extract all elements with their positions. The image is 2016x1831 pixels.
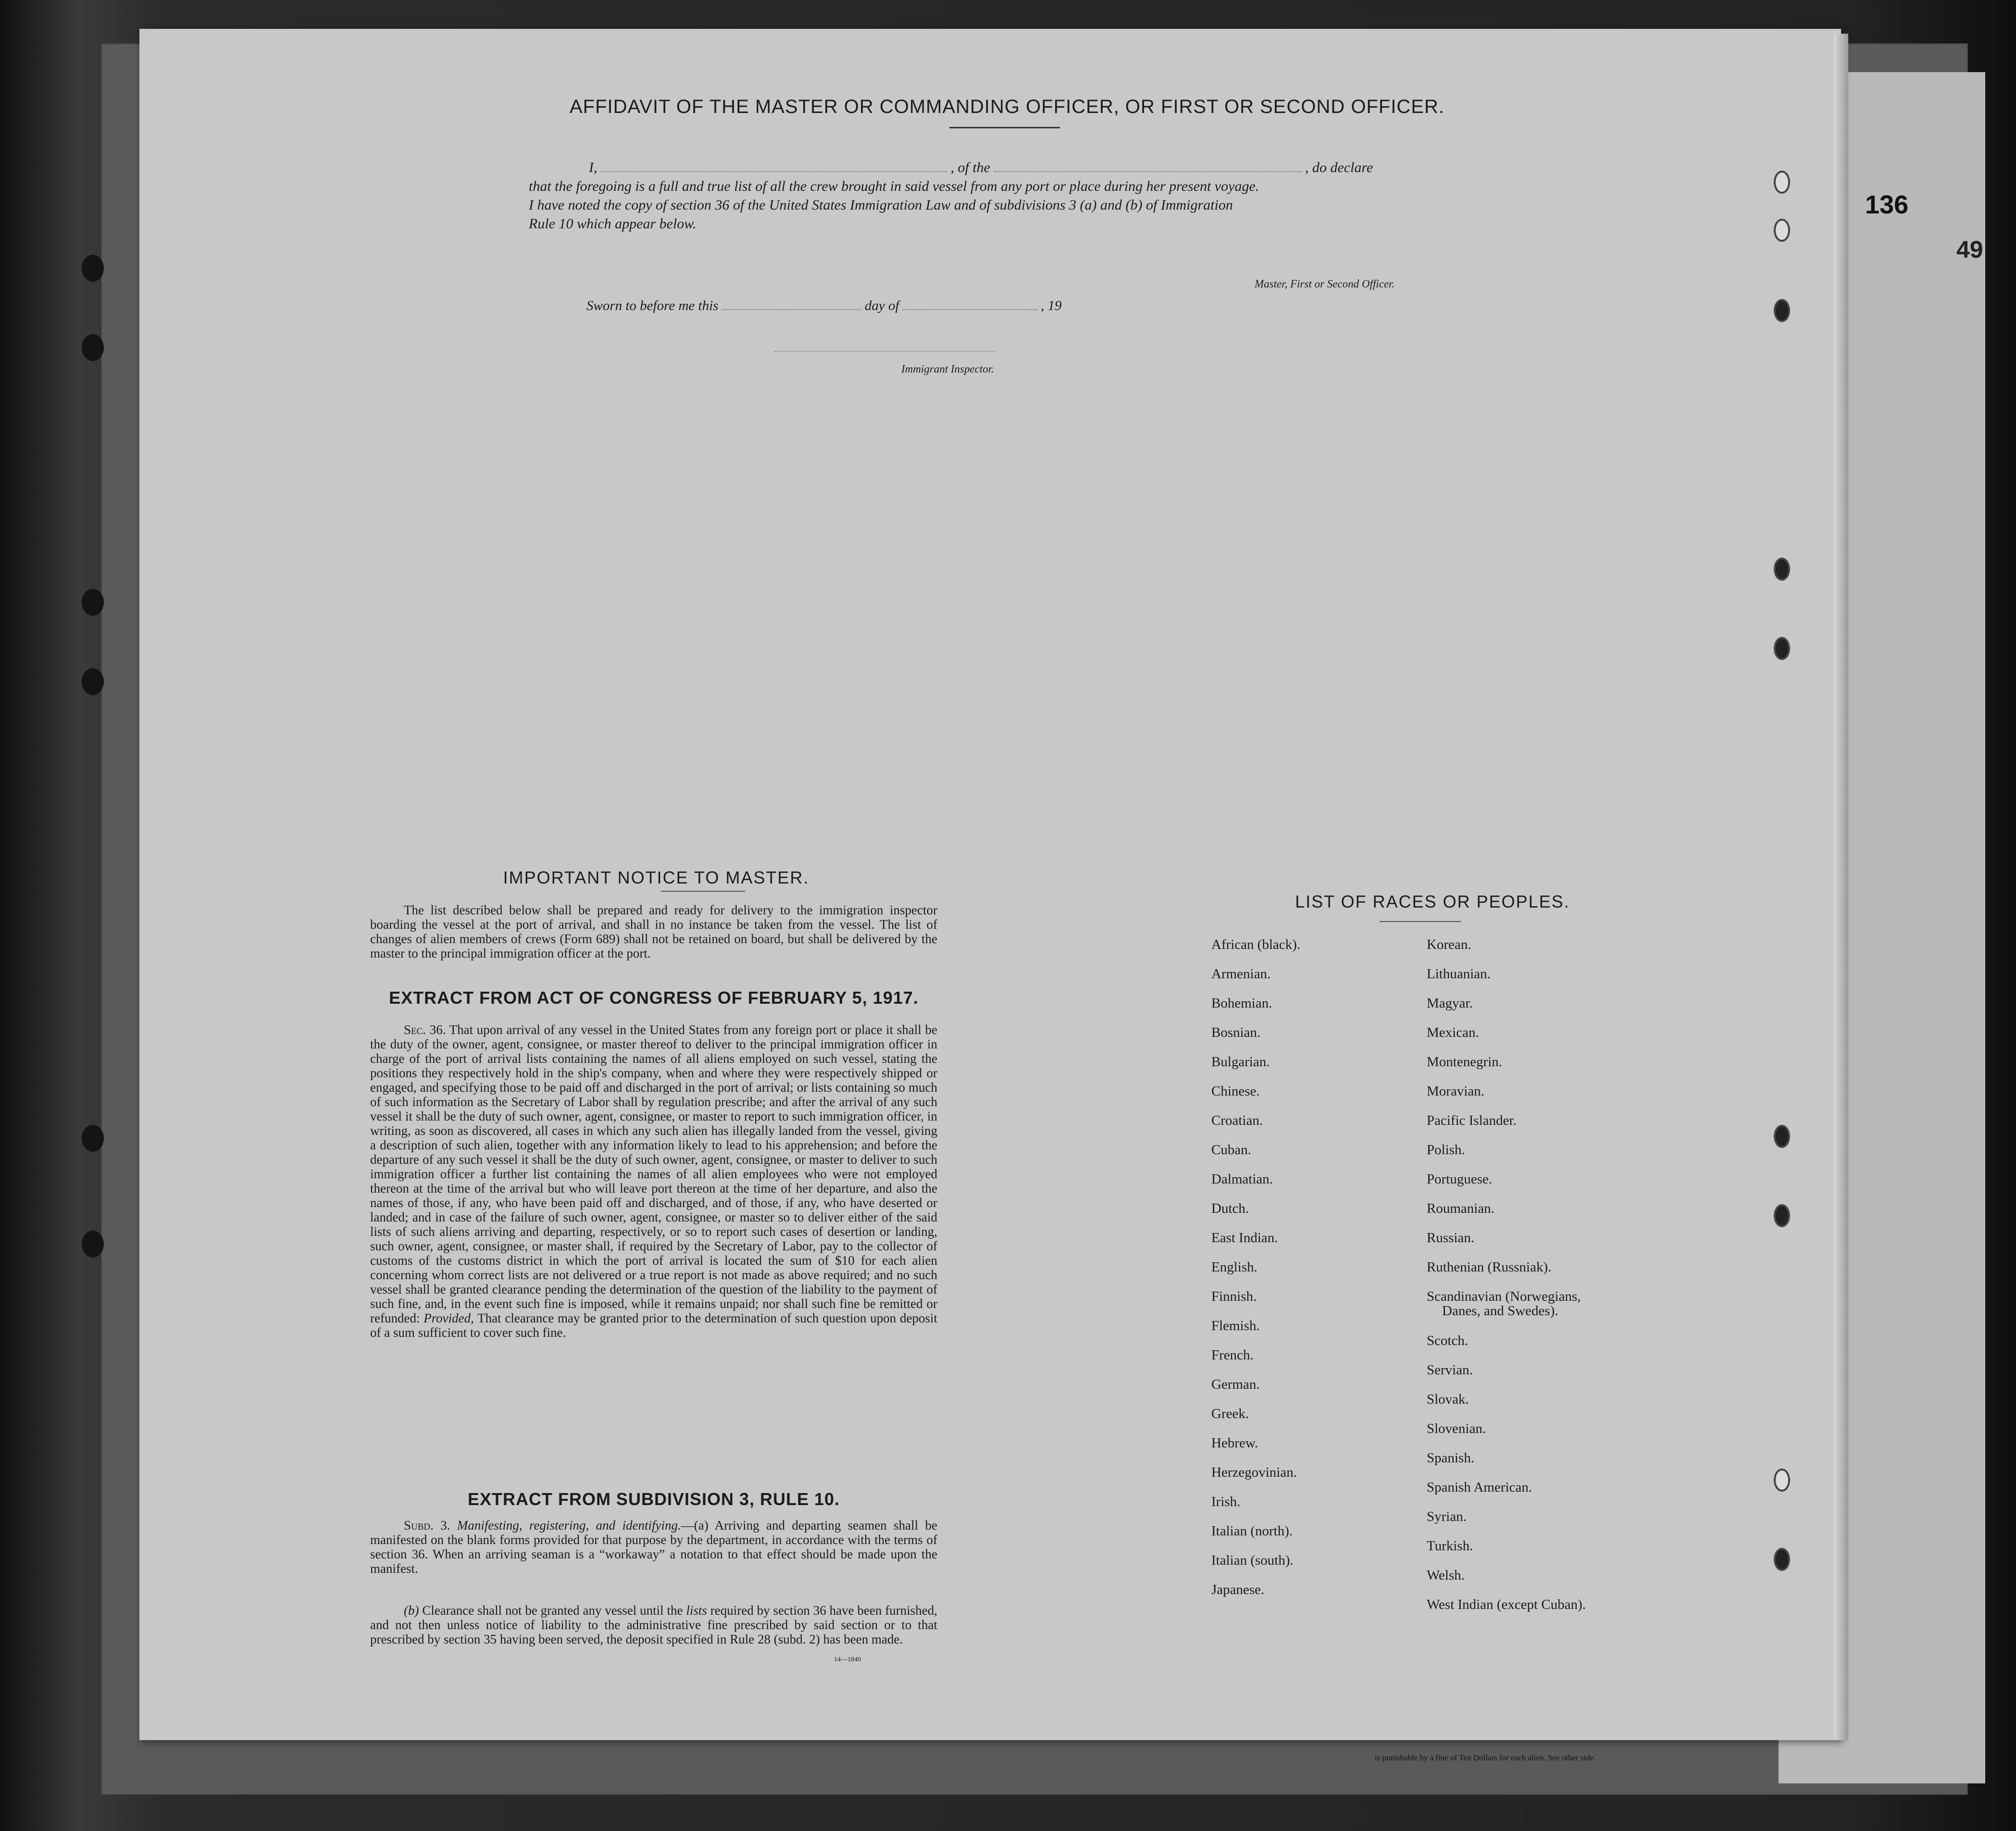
race-item: Cuban. [1211,1142,1251,1158]
proviso-word: Provided, [423,1311,474,1325]
binder-ring [1774,637,1790,660]
binder-hole [82,334,104,361]
race-item: Italian (north). [1211,1523,1293,1539]
notice-underline [661,891,745,892]
race-item: Dalmatian. [1211,1171,1273,1187]
sworn-text: Sworn to before me this [586,298,719,313]
race-item: Bulgarian. [1211,1054,1270,1070]
binder-ring [1774,1204,1790,1227]
race-item: Danes, and Swedes). [1442,1303,1558,1319]
race-item: African (black). [1211,937,1301,952]
sec-label: Sec. 36. [404,1022,446,1037]
race-item: Welsh. [1427,1568,1465,1583]
page-number: 136 [1865,190,1909,219]
race-item: Croatian. [1211,1113,1263,1128]
para-b-lists: lists [686,1603,707,1618]
race-item: Dutch. [1211,1201,1249,1216]
race-item: Roumanian. [1427,1201,1494,1216]
subd-para-a: —(a) Arriving and departing seamen shall be manifested on the blank forms provided for that purpose by the department, in accordance with the terms of section 36. When an arriving seaman is a “workaway” a notation to that effect should be made upon the manifest. [370,1518,937,1576]
race-item: Finnish. [1211,1289,1257,1304]
race-item: Spanish American. [1427,1480,1532,1495]
proviso-rest: That clearance may be granted prior to the determination of such question upon deposit of a sum sufficient to cover such fine. [370,1311,938,1340]
race-item: East Indian. [1211,1230,1278,1246]
race-item: Italian (south). [1211,1553,1294,1568]
race-item: Korean. [1427,937,1471,952]
race-item: Irish. [1211,1494,1241,1509]
para-b-rest: required by section 36 have been furnished, and not then unless notice of liability to the administrative fine prescribed by said section or to that prescribed by section 35 having been served, the deposit specified in Rule 28 (subd. 2) has been made. [370,1603,937,1646]
binder-hole [82,589,104,616]
race-item: Greek. [1211,1406,1249,1421]
race-item: Slovenian. [1427,1421,1486,1436]
affidavit-line-3: I have noted the copy of section 36 of the United States Immigration Law and of subdivisions 3 (a) and (b) of Immigration [529,197,1233,213]
notice-title: IMPORTANT NOTICE TO MASTER. [503,868,809,887]
race-item: Portuguese. [1427,1171,1493,1187]
binder-hole [82,1125,104,1152]
affidavit-line-4: Rule 10 which appear below. [529,216,697,232]
month-blank [903,309,1037,310]
affidavit-i: I, [589,160,597,175]
binder-ring [1774,219,1790,242]
race-item: Montenegrin. [1427,1054,1503,1070]
race-item: Mexican. [1427,1025,1479,1040]
race-item: Chinese. [1211,1084,1260,1099]
inspector-label: Immigrant Inspector. [901,363,994,375]
page-number-secondary: 49 [1956,236,1983,263]
master-signature-label: Master, First or Second Officer. [1255,278,1395,290]
subd-heading: Manifesting, registering, and identifying. [457,1518,681,1532]
page-edge [1834,34,1848,1740]
inspector-signature-line [774,351,995,352]
affidavit-line-2: that the foregoing is a full and true list of all the crew brought in said vessel from any port or place during her present voyage. [529,178,1259,194]
race-item: Polish. [1427,1142,1465,1158]
race-item: Ruthenian (Russniak). [1427,1259,1552,1275]
race-item: Bohemian. [1211,996,1272,1011]
name-blank [601,171,947,172]
race-item: Hebrew. [1211,1435,1258,1451]
title-underline [949,127,1060,128]
rule-extract-para-a [370,1518,937,1576]
subd-label: Subd. 3. [404,1518,450,1532]
race-item: French. [1211,1347,1254,1363]
notice-body: The list described below shall be prepared and ready for delivery to the immigration inspector boarding the vessel at the port of arrival, and shall in no instance be taken from the vessel. The list of changes of alien members of crews (Form 689) shall not be retained on board, but shall be delivered by the master to the principal immigration officer at the port. [370,903,937,960]
race-item: Turkish. [1427,1538,1473,1554]
day-blank [722,309,861,310]
vessel-blank [994,171,1302,172]
race-item: Scotch. [1427,1333,1468,1348]
binder-ring [1774,1125,1790,1148]
race-item: Armenian. [1211,966,1271,982]
affidavit-title: AFFIDAVIT OF THE MASTER OR COMMANDING OFFICER, OR FIRST OR SECOND OFFICER. [570,96,1444,117]
form-number: 14—1840 [834,1656,861,1663]
race-item: Syrian. [1427,1509,1467,1524]
race-item: Scandinavian (Norwegians, [1427,1289,1581,1304]
race-item: Moravian. [1427,1084,1484,1099]
race-item: Spanish. [1427,1450,1475,1466]
affidavit-line-1 [529,160,1481,176]
binder-ring [1774,171,1790,194]
binder-hole [82,668,104,695]
race-item: Lithuanian. [1427,966,1491,982]
affidavit-declare: , do declare [1305,160,1373,175]
race-item: English. [1211,1259,1257,1275]
binder-ring [1774,1548,1790,1571]
footer-text: is punishable by a fine of Ten Dollars for each alien. See other side. [1375,1753,1596,1762]
act-extract-body [370,1022,937,1340]
race-item: Flemish. [1211,1318,1260,1333]
rule-extract-para-b [370,1603,937,1646]
binder-hole [82,1231,104,1258]
act-extract-title: EXTRACT FROM ACT OF CONGRESS OF FEBRUARY 5, 1917. [389,988,919,1008]
race-item: Magyar. [1427,996,1473,1011]
year-text: , 19 [1041,298,1062,313]
race-item: Servian. [1427,1362,1473,1378]
race-item: Bosnian. [1211,1025,1261,1040]
affidavit-of-the: , of the [950,160,990,175]
sec-body: That upon arrival of any vessel in the United States from any foreign port or place it shall be the duty of the owner, agent, consignee, or master thereof to deliver to the principal immigration officer in charge of the port of arrival lists containing the names of all aliens employed on such vessel, stating the positions they respectively hold in the ship's company, when and where they were respectively shipped or engaged, and specifying those to be paid off and discharged in the port of arrival; or lists containing so much of such information as the Secretary of Labor shall by regulation prescribe; and after the arrival of any such vessel it shall be the duty of such owner, agent, consignee, or master to report to such immigration officer, in writing, as soon as discovered, all cases in which any such alien has illegally landed from the vessel, giving a description of such alien, together with any information likely to lead to his apprehension; and before the departure of any such vessel it shall be the duty of such owner, agent, consignee, or master to deliver to such immigration officer a further list containing the names of all alien employees who were not employed thereon at the time of the arrival but who will leave port thereon at the time of her departure, and also the names of those, if any, who have been paid off and discharged, and of those, if any, who have deserted or landed; and in case of the failure of such owner, agent, consignee, or master so to deliver either of the said lists of such aliens arriving and departing, respectively, or so to report such cases of desertion or landing, such owner, agent, consignee, or master shall, if required by the Secretary of Labor, pay to the collector of customs of the customs district in which the port of arrival is located the sum of $10 for each alien concerning whom correct lists are not delivered or a true report is not made as above required; and no such vessel shall be granted clearance pending the determination of the question of the liability to the payment of such fine, and, in the event such fine is imposed, while it remains unpaid; nor shall such fine be remitted or refunded: [370,1022,937,1325]
race-item: Herzegovinian. [1211,1465,1297,1480]
race-item: Slovak. [1427,1392,1469,1407]
binder-ring [1774,299,1790,322]
races-title: LIST OF RACES OR PEOPLES. [1295,892,1570,911]
race-item: Japanese. [1211,1582,1265,1597]
binder-ring [1774,1469,1790,1492]
race-item: German. [1211,1377,1260,1392]
races-title-underline [1380,921,1461,922]
para-b-start: Clearance shall not be granted any vessel until the [422,1603,683,1618]
sworn-line [529,298,1481,314]
race-item: Pacific Islander. [1427,1113,1517,1128]
race-item: West Indian (except Cuban). [1427,1597,1586,1612]
race-item: Russian. [1427,1230,1475,1246]
day-of-text: day of [864,298,899,313]
binder-hole [82,255,104,282]
rule-extract-title: EXTRACT FROM SUBDIVISION 3, RULE 10. [467,1489,840,1509]
binder-ring [1774,558,1790,581]
para-b-label: (b) [404,1603,419,1618]
